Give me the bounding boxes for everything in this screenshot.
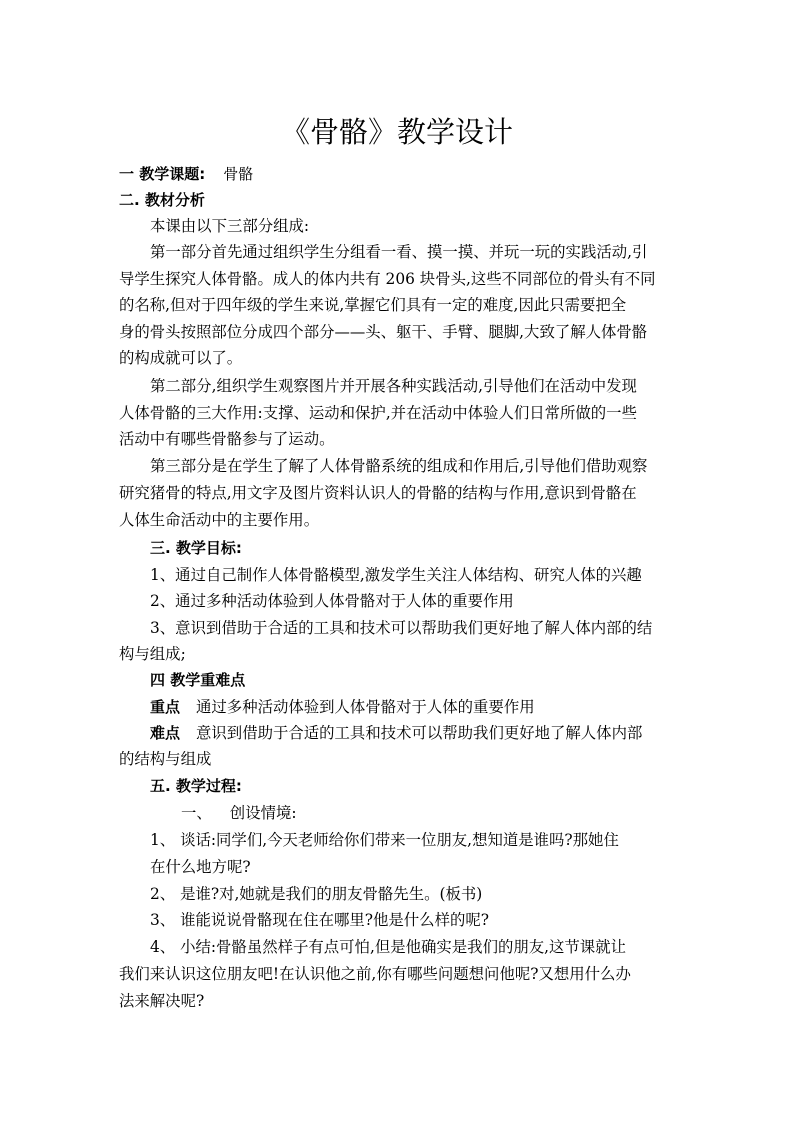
paragraph-line: 导学生探究人体骨骼。成人的体内共有 206 块骨头,这些不同部位的骨头有不同 xyxy=(119,270,656,288)
difficult-point-text: 意识到借助于合适的工具和技术可以帮助我们更好地了解人体内部 xyxy=(196,724,643,742)
paragraph-intro: 本课由以下三部分组成: xyxy=(150,217,310,235)
paragraph-line: 第二部分,组织学生观察图片并开展各种实践活动,引导他们在活动中发现 xyxy=(150,377,637,395)
section-1-value: 骨骼 xyxy=(223,165,254,183)
process-item-continued: 我们来认识这位朋友吧!在认识他之前,你有哪些问题想问他呢?又想用什么办 xyxy=(119,965,631,983)
process-item-continued: 法来解决呢? xyxy=(119,992,205,1010)
key-point xyxy=(150,694,535,720)
difficult-point-label: 难点 xyxy=(150,724,181,742)
process-item: 3、 谁能说说骨骼现在住在哪里?他是什么样的呢? xyxy=(150,911,489,929)
section-5-heading: 五. 教学过程: xyxy=(150,777,242,795)
section-1-heading xyxy=(119,161,253,187)
subsection-number: 一、 xyxy=(181,804,212,822)
goal-item: 1、通过自己制作人体骨骼模型,激发学生关注人体结构、研究人体的兴趣 xyxy=(150,566,642,584)
paragraph-line: 第三部分是在学生了解了人体骨骼系统的组成和作用后,引导他们借助观察 xyxy=(150,457,648,475)
process-item: 4、 小结:骨骼虽然样子有点可怕,但是他确实是我们的朋友,这节课就让 xyxy=(150,938,626,956)
difficult-point-continued: 的结构与组成 xyxy=(119,750,212,768)
key-point-label: 重点 xyxy=(150,698,181,716)
goal-item: 3、意识到借助于合适的工具和技术可以帮助我们更好地了解人体内部的结 xyxy=(150,619,653,637)
process-item: 2、 是谁?对,她就是我们的朋友骨骼先生。(板书) xyxy=(150,885,483,903)
paragraph-line: 人体骨骼的三大作用:支撑、运动和保护,并在活动中体验人们日常所做的一些 xyxy=(119,404,637,422)
process-item: 1、 谈话:同学们,今天老师给你们带来一位朋友,想知道是谁吗?那她住 xyxy=(150,831,619,849)
subsection-title: 创设情境: xyxy=(229,804,297,822)
paragraph-line: 第一部分首先通过组织学生分组看一看、摸一摸、并玩一玩的实践活动,引 xyxy=(150,243,648,261)
section-3-heading: 三. 教学目标: xyxy=(150,539,242,557)
section-2-heading: 二. 教材分析 xyxy=(119,191,205,209)
section-1-heading-text: 一 教学课题: xyxy=(119,165,206,183)
paragraph-line: 研究猪骨的特点,用文字及图片资料认识人的骨骼的结构与作用,意识到骨骼在 xyxy=(119,484,637,502)
paragraph-line: 人体生命活动中的主要作用。 xyxy=(119,511,320,529)
process-item-continued: 在什么地方呢? xyxy=(150,858,251,876)
difficult-point xyxy=(150,720,642,746)
page-title: 《骨骼》教学设计 xyxy=(280,115,513,149)
paragraph-line: 活动中有哪些骨骼参与了运动。 xyxy=(119,430,335,448)
subsection-heading xyxy=(181,800,297,826)
paragraph-line: 的名称,但对于四年级的学生来说,掌握它们具有一定的难度,因此只需要把全 xyxy=(119,296,627,314)
paragraph-line: 的构成就可以了。 xyxy=(119,349,243,367)
paragraph-line: 身的骨头按照部位分成四个部分——头、躯干、手臂、腿脚,大致了解人体骨骼 xyxy=(119,323,648,341)
section-4-heading: 四 教学重难点 xyxy=(150,671,246,689)
goal-item: 2、通过多种活动体验到人体骨骼对于人体的重要作用 xyxy=(150,592,514,610)
goal-item-continued: 构与组成; xyxy=(119,645,186,663)
key-point-text: 通过多种活动体验到人体骨骼对于人体的重要作用 xyxy=(196,698,535,716)
